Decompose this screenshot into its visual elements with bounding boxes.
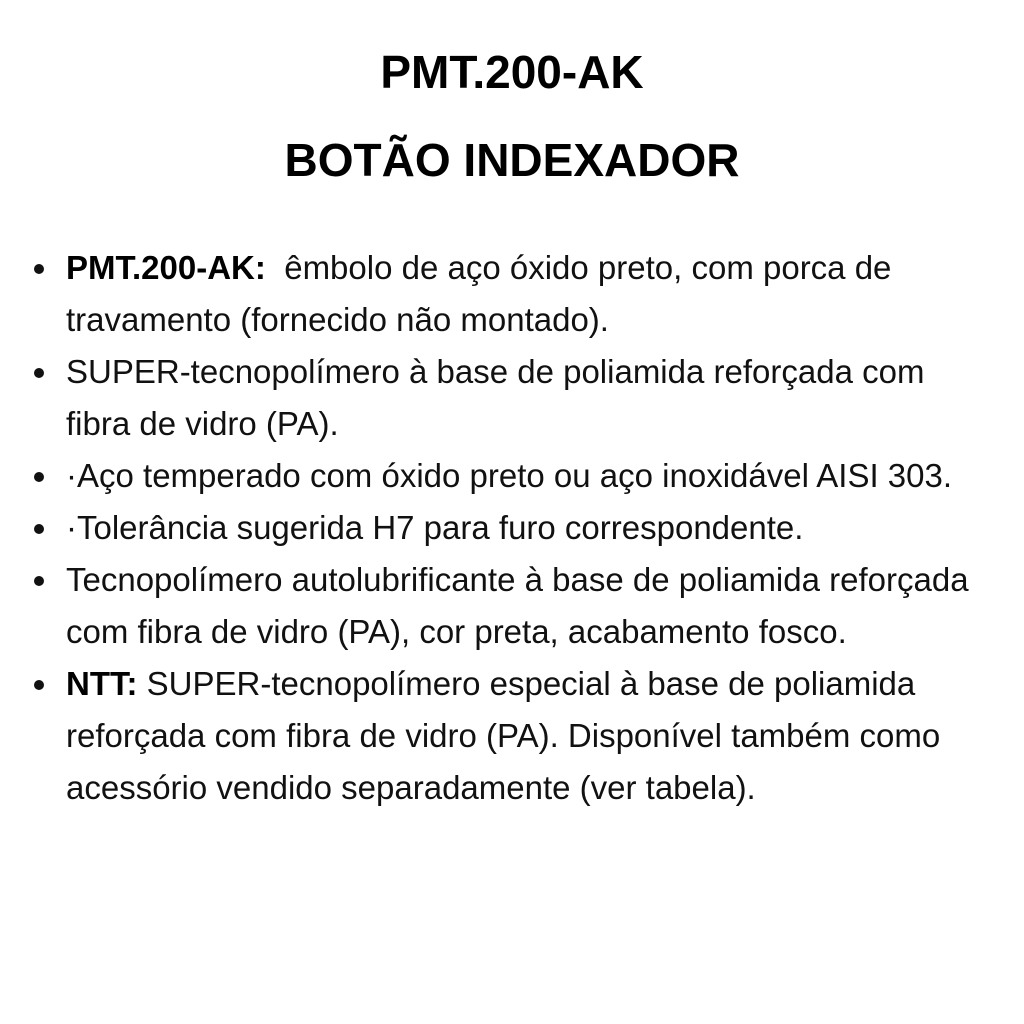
product-name-title: BOTÃO INDEXADOR [284,134,740,186]
bullet-dot-icon [34,576,44,586]
list-item-text: êmbolo de aço óxido preto, com porca de travamento (fornecido não montado). [66,249,901,338]
product-code-title: PMT.200-AK [380,46,644,98]
list-item-text: ·Tolerância sugerida H7 para furo correspondente. [66,509,804,546]
list-item-text: SUPER-tecnopolímero especial à base de poliamida reforçada com fibra de vidro (PA). Disponível também como acessório vendido separadamente (ver tabela). [66,665,950,806]
bullet-dot-icon [34,680,44,690]
bullet-dot-icon [34,472,44,482]
list-item [0,346,1024,450]
bullet-dot-icon [34,264,44,274]
list-item-text: SUPER-tecnopolímero à base de poliamida reforçada com fibra de vidro (PA). [66,353,925,442]
list-item-text: Tecnopolímero autolubrificante à base de poliamida reforçada com fibra de vidro (PA), cor preta, acabamento fosco. [66,561,969,650]
list-item-lead: NTT: [66,665,138,702]
list-item [0,554,1024,658]
list-item [0,658,1024,814]
list-item [0,242,1024,346]
bullet-dot-icon [34,368,44,378]
list-item [0,502,1024,554]
list-item-lead: PMT.200-AK: [66,249,266,286]
list-item-text: ·Aço temperado com óxido preto ou aço inoxidável AISI 303. [66,457,953,494]
bullet-dot-icon [34,524,44,534]
list-item [0,450,1024,502]
feature-list [0,242,1024,814]
